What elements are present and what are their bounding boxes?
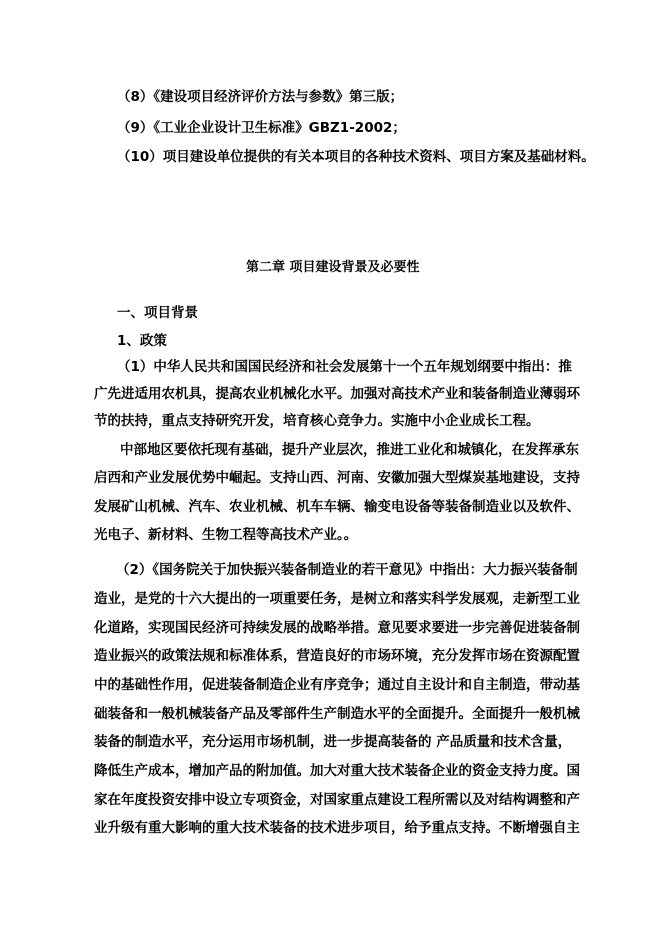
paragraph-line: 节的扶持，重点支持研究开发，培育核心竞争力。实施中小企业成长工程。 [94,413,540,429]
paragraph-line: 造业，是党的十六大提出的一项重要任务，是树立和落实科学发展观，走新型工业 [94,591,580,607]
paragraph-line: （2）《国务院关于加快振兴装备制造业的若干意见》中指出：大力振兴装备制 [116,562,578,578]
paragraph-line: 装备的制造水平，充分运用市场机制，进一步提高装备的 产品质量和技术含量， [94,734,572,750]
paragraph-line: 业升级有重大影响的重大技术装备的技术进步项目，给予重点支持。不断增强自主 [94,820,580,836]
reference-item: （10）项目建设单位提供的有关本项目的各种技术资料、项目方案及基础材料。 [117,149,595,165]
sub-heading: 1、政策 [117,333,167,349]
paragraph-line: （1）中华人民共和国国民经济和社会发展第十一个五年规划纲要中指出：推 [117,359,572,375]
paragraph-line: 础装备和一般机械装备产品及零部件生产制造水平的全面提升。全面提升一般机械 [94,706,580,722]
paragraph-line: 家在年度投资安排中设立专项资金，对国家重点建设工程所需以及对结构调整和产 [94,792,580,808]
paragraph-line: 降低生产成本，增加产品的附加值。加大对重大技术装备企业的资金支持力度。国 [94,763,580,779]
paragraph-line: 广先进适用农机具，提高农业机械化水平。加强对高技术产业和装备制造业薄弱环 [94,386,580,402]
reference-item: （9）《工业企业设计卫生标准》GBZ1-2002； [117,120,406,136]
section-heading: 一、项目背景 [117,305,198,321]
paragraph-line: 光电子、新材料、生物工程等高技术产业。。 [94,527,358,543]
reference-item: （8）《建设项目经济评价方法与参数》第三版； [117,89,404,105]
paragraph-line: 造业振兴的政策法规和标准体系，营造良好的市场环境，充分发挥市场在资源配置 [94,648,580,664]
paragraph-line: 化道路，实现国民经济可持续发展的战略举措。意见要求要进一步完善促进装备制 [94,620,580,636]
paragraph-line: 启西和产业发展优势中崛起。支持山西、河南、安徽加强大型煤炭基地建设，支持 [94,470,580,486]
chapter-title: 第二章 项目建设背景及必要性 [246,260,420,275]
paragraph-line: 中的基础性作用，促进装备制造企业有序竞争；通过自主设计和自主制造，带动基 [94,677,580,693]
paragraph-line: 中部地区要依托现有基础，提升产业层次，推进工业化和城镇化，在发挥承东 [120,442,579,458]
paragraph-line: 发展矿山机械、汽车、农业机械、机车车辆、输变电设备等装备制造业以及软件、 [94,499,580,515]
